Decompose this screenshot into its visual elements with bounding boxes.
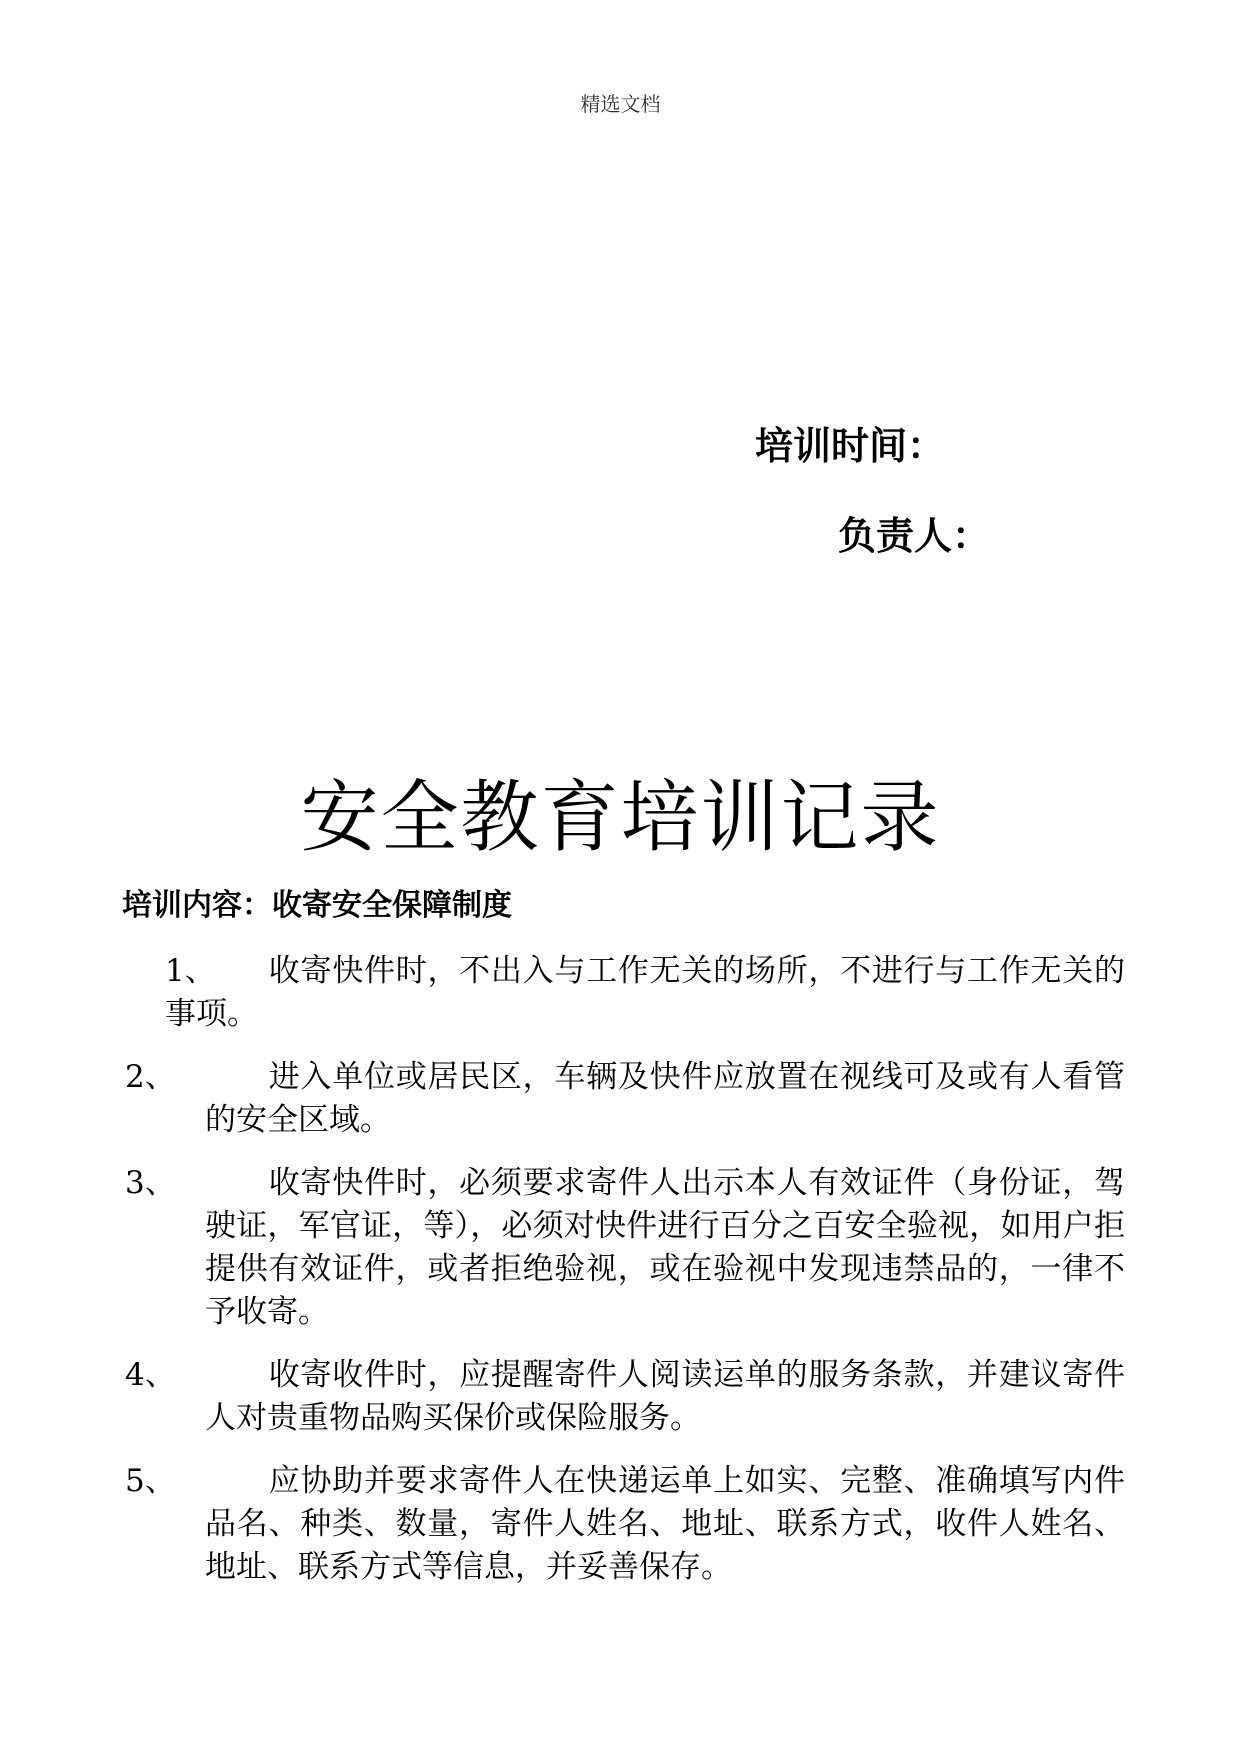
rule-text: 收寄快件时，必须要求寄件人出示本人有效证件（身份证，驾驶证，军官证，等），必须对快件进行百分之百安全验视，如用户拒提供有效证件，或者拒绝验视，或在验视中发现违禁品的，一律不予收寄。 [205, 1165, 1125, 1330]
training-subject: 培训内容：收寄安全保障制度 [122, 888, 512, 923]
rule-number: 2、 [125, 1059, 176, 1095]
responsible-person-label: 负责人： [838, 514, 991, 558]
rule-number: 5、 [125, 1463, 176, 1499]
rule-text: 应协助并要求寄件人在快递运单上如实、完整、准确填写内件品名、种类、数量，寄件人姓名、地址、联系方式，收件人姓名、地址、联系方式等信息，并妥善保存。 [205, 1463, 1125, 1585]
rule-item [125, 1162, 1125, 1334]
rule-number: 4、 [125, 1357, 176, 1393]
rule-number: 1、 [165, 953, 216, 989]
rule-text: 收寄快件时，不出入与工作无关的场所，不进行与工作无关的事项。 [165, 953, 1125, 1032]
page-header-note: 精选文档 [580, 92, 661, 116]
rule-number: 3、 [125, 1165, 176, 1201]
rule-item [125, 1460, 1125, 1589]
rule-item [165, 950, 1125, 1036]
document-title: 安全教育培训记录 [300, 773, 941, 863]
training-time-label: 培训时间： [755, 424, 946, 468]
rules-list [125, 950, 1125, 1609]
rule-text: 进入单位或居民区，车辆及快件应放置在视线可及或有人看管的安全区域。 [205, 1059, 1125, 1138]
rule-item [125, 1056, 1125, 1142]
rule-text: 收寄收件时，应提醒寄件人阅读运单的服务条款，并建议寄件人对贵重物品购买保价或保险服务。 [205, 1357, 1125, 1436]
rule-item [125, 1354, 1125, 1440]
